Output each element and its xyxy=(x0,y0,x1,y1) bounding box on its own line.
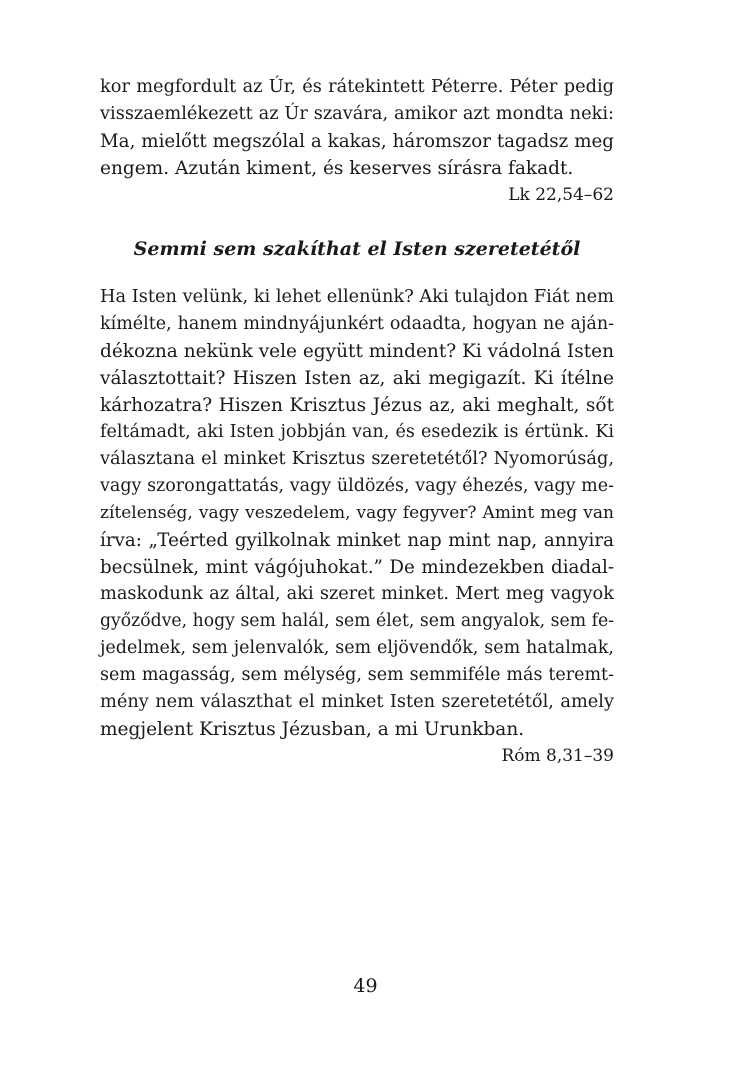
scripture-reference-romans: Róm 8,31–39 xyxy=(501,746,614,766)
text-line: zítelenség, vagy veszedelem, vagy fegyver? Amint meg van xyxy=(100,503,614,523)
text-line: becsülnek, mint vágójuhokat.” De mindezekben diadal- xyxy=(100,557,614,578)
text-line: engem. Azután kiment, és keserves sírásra fakadt. xyxy=(100,158,574,179)
section-heading: Semmi sem szakíthat el Isten szeretetétől xyxy=(133,238,581,260)
page-content xyxy=(100,74,614,768)
text-line: vagy szorongattatás, vagy üldözés, vagy éhezés, vagy me- xyxy=(100,476,614,496)
text-line: sem magasság, sem mélység, sem semmiféle más teremt- xyxy=(100,665,614,685)
text-line: győződve, hogy sem halál, sem élet, sem angyalok, sem fe- xyxy=(100,611,614,631)
page-number: 49 xyxy=(353,975,378,997)
text-line: feltámadt, aki Isten jobbján van, és esedezik is értünk. Ki xyxy=(100,422,614,442)
scripture-reference-luke: Lk 22,54–62 xyxy=(508,185,614,205)
text-line: maskodunk az által, aki szeret minket. Mert meg vagyok xyxy=(100,584,614,604)
text-line: kor megfordult az Úr, és rátekintett Péterre. Péter pedig xyxy=(100,77,614,97)
text-line: kárhozatra? Hiszen Krisztus Jézus az, aki meghalt, sőt xyxy=(100,395,614,416)
text-line: jedelmek, sem jelenvalók, sem eljövendők, sem hatalmak, xyxy=(100,638,614,658)
text-line: megjelent Krisztus Jézusban, a mi Urunkban. xyxy=(100,719,525,740)
text-line: mény nem választhat el minket Isten szeretetétől, amely xyxy=(100,692,614,712)
passage-luke-text xyxy=(100,74,614,182)
text-line: választana el minket Krisztus szeretetétől? Nyomorúság, xyxy=(100,449,614,469)
text-line: választottait? Hiszen Isten az, aki megigazít. Ki ítélne xyxy=(100,368,614,389)
passage-luke xyxy=(100,74,614,207)
text-line: írva: „Teérted gyilkolnak minket nap mint nap, annyira xyxy=(100,530,614,551)
passage-romans-text xyxy=(100,284,614,743)
text-line: kímélte, hanem mindnyájunkért odaadta, hogyan ne aján- xyxy=(100,314,614,334)
text-line: visszaemlékezett az Úr szavára, amikor azt mondta neki: xyxy=(100,104,614,124)
text-line: dékozna nekünk vele együtt mindent? Ki vádolná Isten xyxy=(100,341,614,362)
passage-romans xyxy=(100,284,614,768)
text-line: Ma, mielőtt megszólal a kakas, háromszor tagadsz meg xyxy=(100,131,614,152)
text-line: Ha Isten velünk, ki lehet ellenünk? Aki tulajdon Fiát nem xyxy=(100,287,614,307)
